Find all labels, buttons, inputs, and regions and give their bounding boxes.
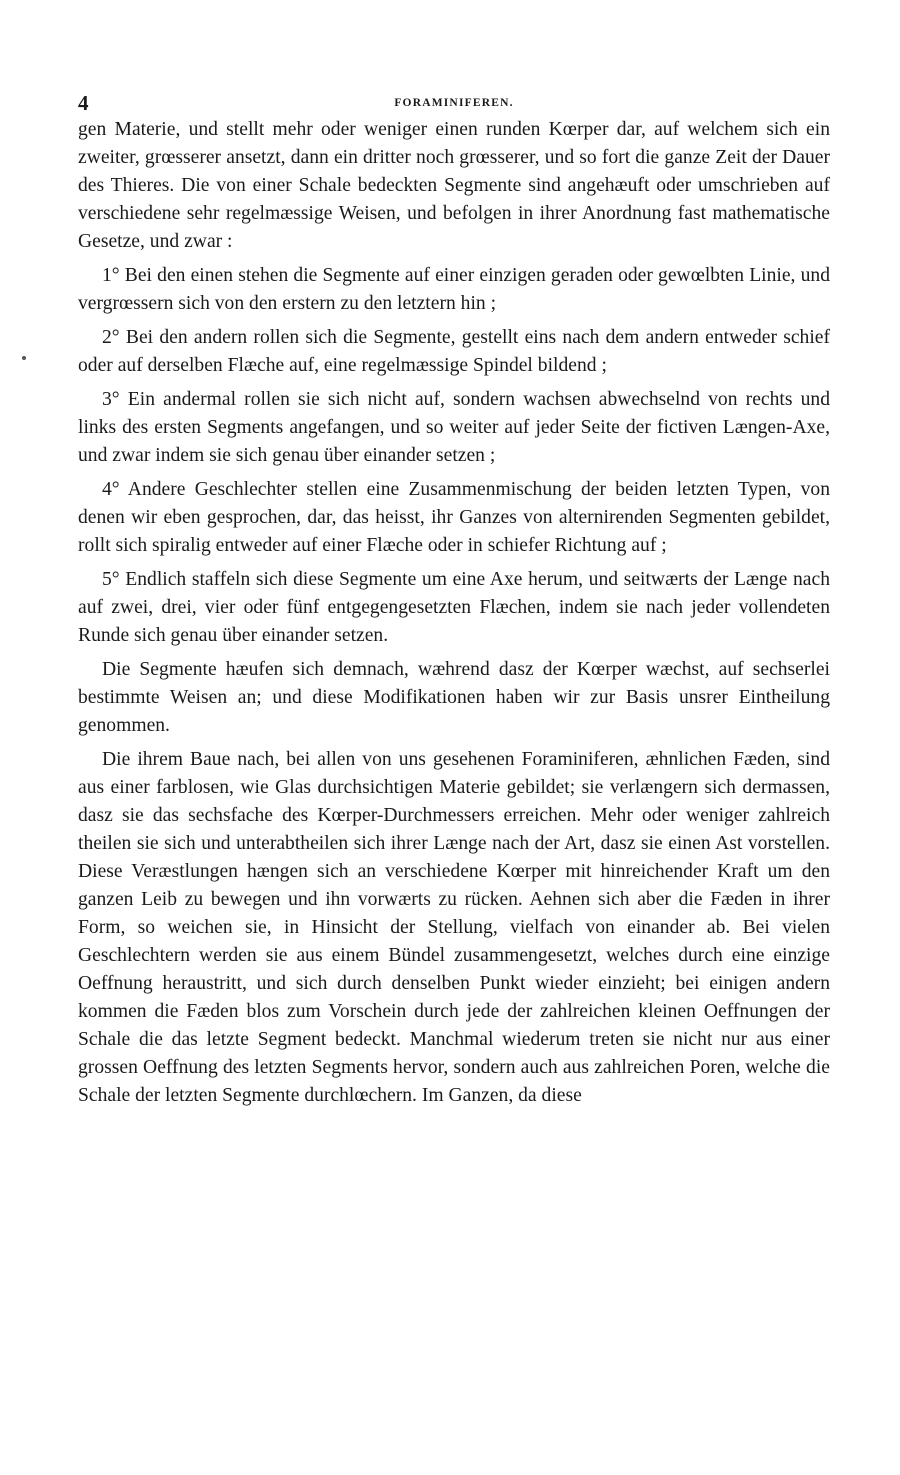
paragraph-filaments: Die ihrem Baue nach, bei allen von uns gesehenen Foraminiferen, æhnlichen Fæden, sind aus einer farblosen, wie Glas durchsichtigen Materie gebildet; sie verlængern sich dermassen, dasz sie das sechsfache des Kœrper-Durchmessers erreichen. Mehr oder weniger zahlreich theilen sie sich und unterabtheilen sich ihrer Længe nach der Art, dasz sie einen Ast vorstellen. Diese Veræstlungen hængen sich an verschiedene Kœrper mit hinreichender Kraft um den ganzen Leib zu bewegen und ihn vorwærts zu rücken. Aehnen sich aber die Fæden in ihrer Form, so weichen sie, in Hinsicht der Stellung, vielfach von einander ab. Bei vielen Geschlechtern werden sie aus einem Bündel zusammengesetzt, welches durch eine einzige Oeffnung heraustritt, und sich durch denselben Punkt wieder einzieht; bei einigen andern kommen die Fæden blos zum Vorschein durch jede der zahlreichen kleinen Oeffnungen der Schale die das letzte Segment bedeckt. Manchmal wiederum treten sie nicht nur aus einer grossen Oeffnung des letzten Segments hervor, sondern auch aus zahlreichen Poren, welche die Schale der letzten Segmente durchlœchern. Im Ganzen, da diese bbox=[78, 749, 830, 1106]
paragraph-item-5: 5° Endlich staffeln sich diese Segmente um eine Axe herum, und seitwærts der Længe nach auf zwei, drei, vier oder fünf entgegengesetzten Flæchen, indem sie nach jeder vollendeten Runde sich genau über einander setzen. bbox=[78, 569, 830, 646]
paragraph-item-1: 1° Bei den einen stehen die Segmente auf einer einzigen geraden oder gewœlbten Linie, und vergrœssern sich von den erstern zu den letztern hin ; bbox=[78, 265, 830, 314]
running-head: FORAMINIFEREN. bbox=[394, 97, 514, 109]
page-header bbox=[78, 92, 830, 114]
paragraph-item-4: 4° Andere Geschlechter stellen eine Zusammenmischung der beiden letzten Typen, von denen wir eben gesprochen, dar, das heisst, ihr Ganzes von alternirenden Segmenten gebildet, rollt sich spiralig entweder auf einer Flæche oder in schiefer Richtung auf ; bbox=[78, 479, 830, 556]
body-text bbox=[78, 116, 830, 1110]
page-number: 4 bbox=[78, 91, 89, 115]
paragraph-summary: Die Segmente hæufen sich demnach, wæhrend dasz der Kœrper wæchst, auf sechserlei bestimmte Weisen an; und diese Modifikationen haben wir zur Basis unsrer Eintheilung genommen. bbox=[78, 659, 830, 736]
stray-ink-dot bbox=[22, 356, 26, 360]
document-page bbox=[78, 92, 830, 1116]
paragraph-item-2: 2° Bei den andern rollen sich die Segmente, gestellt eins nach dem andern entweder schief oder auf derselben Flæche auf, eine regelmæssige Spindel bildend ; bbox=[78, 327, 830, 376]
paragraph-continuation: gen Materie, und stellt mehr oder weniger einen runden Kœrper dar, auf welchem sich ein zweiter, grœsserer ansetzt, dann ein dritter noch grœsserer, und so fort die ganze Zeit der Dauer des Thieres. Die von einer Schale bedeckten Segmente sind angehæuft oder umschrieben auf verschiedene sehr regelmæssige Weisen, und befolgen in ihrer Anordnung fast mathematische Gesetze, und zwar : bbox=[78, 119, 830, 252]
paragraph-item-3: 3° Ein andermal rollen sie sich nicht auf, sondern wachsen abwechselnd von rechts und links des ersten Segments angefangen, und so weiter auf jeder Seite der fictiven Længen-Axe, und zwar indem sie sich genau über einander setzen ; bbox=[78, 389, 830, 466]
